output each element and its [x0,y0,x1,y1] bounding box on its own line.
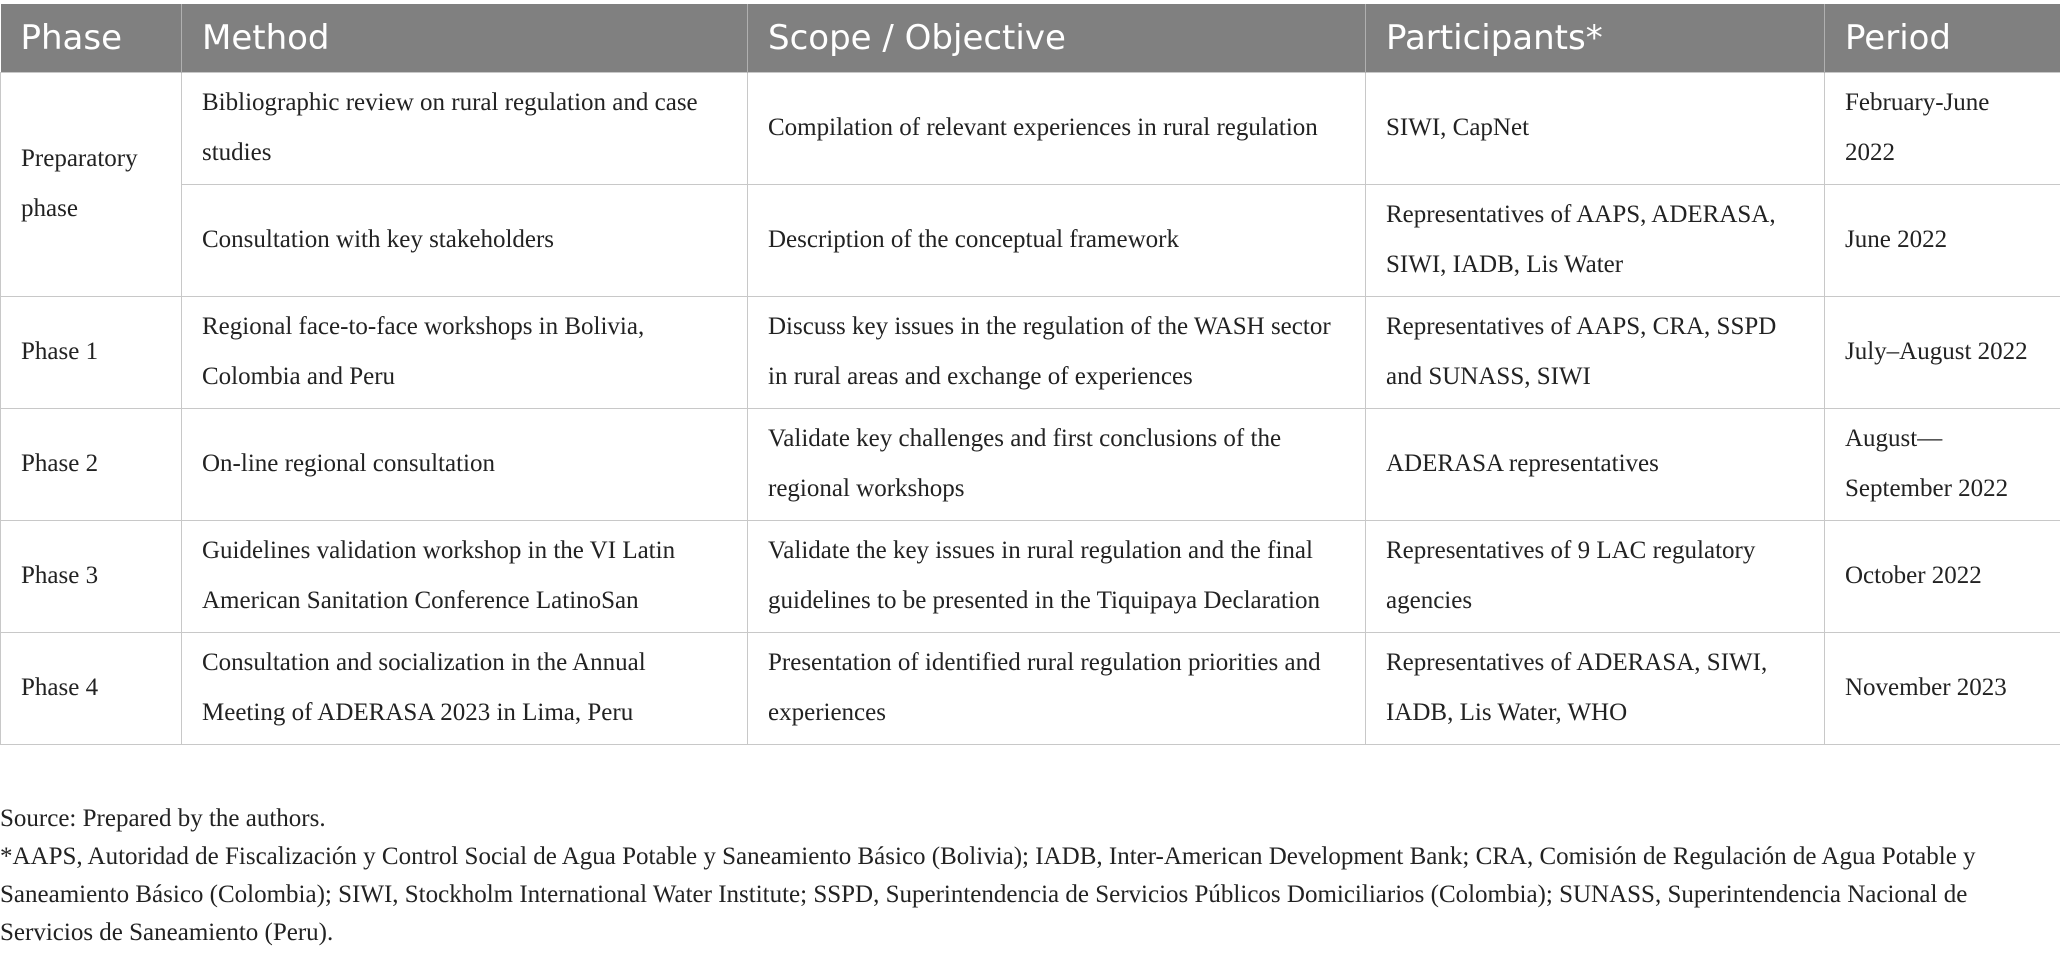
cell-participants: Representatives of ADERASA, SIWI, IADB, Lis Water, WHO [1366,633,1825,745]
table-row [1,521,2060,633]
cell-phase: Phase 1 [1,297,182,409]
cell-participants: Representatives of AAPS, CRA, SSPD and SUNASS, SIWI [1366,297,1825,409]
header-period: Period [1825,4,2060,73]
methodology-table-container [0,4,2060,745]
table-row [1,409,2060,521]
cell-scope: Validate the key issues in rural regulation and the final guidelines to be presented in the Tiquipaya Declaration [748,521,1366,633]
cell-phase: Phase 2 [1,409,182,521]
cell-method: Regional face-to-face workshops in Bolivia, Colombia and Peru [182,297,748,409]
cell-scope: Discuss key issues in the regulation of the WASH sector in rural areas and exchange of experiences [748,297,1366,409]
cell-method: Consultation and socialization in the Annual Meeting of ADERASA 2023 in Lima, Peru [182,633,748,745]
cell-phase: Phase 3 [1,521,182,633]
cell-phase: Phase 4 [1,633,182,745]
cell-period: February-June 2022 [1825,73,2060,185]
cell-period: June 2022 [1825,185,2060,297]
table-body [1,73,2060,745]
header-row [1,4,2060,73]
source-note: Source: Prepared by the authors. [0,805,326,832]
header-scope: Scope / Objective [748,4,1366,73]
header-phase: Phase [1,4,182,73]
cell-participants: Representatives of 9 LAC regulatory agencies [1366,521,1825,633]
cell-method: On-line regional consultation [182,409,748,521]
cell-phase: Preparatory phase [1,73,182,297]
cell-participants: SIWI, CapNet [1366,73,1825,185]
table-row [1,185,2060,297]
cell-scope: Compilation of relevant experiences in rural regulation [748,73,1366,185]
header-participants: Participants* [1366,4,1825,73]
table-footnotes [0,800,2060,952]
table-header [1,4,2060,73]
cell-period: October 2022 [1825,521,2060,633]
cell-period: November 2023 [1825,633,2060,745]
table-row [1,297,2060,409]
header-method: Method [182,4,748,73]
cell-method: Guidelines validation workshop in the VI Latin American Sanitation Conference LatinoSan [182,521,748,633]
cell-scope: Description of the conceptual framework [748,185,1366,297]
cell-period: August—September 2022 [1825,409,2060,521]
cell-period: July–August 2022 [1825,297,2060,409]
cell-method: Bibliographic review on rural regulation and case studies [182,73,748,185]
table-row [1,73,2060,185]
cell-participants: Representatives of AAPS, ADERASA, SIWI, IADB, Lis Water [1366,185,1825,297]
methodology-table [0,4,2060,745]
cell-participants: ADERASA representatives [1366,409,1825,521]
cell-scope: Validate key challenges and first conclusions of the regional workshops [748,409,1366,521]
cell-scope: Presentation of identified rural regulation priorities and experiences [748,633,1366,745]
cell-method: Consultation with key stakeholders [182,185,748,297]
abbreviations-note: *AAPS, Autoridad de Fiscalización y Control Social de Agua Potable y Saneamiento Básico (Bolivia); IADB, Inter-American Development Bank; CRA, Comisión de Regulación de Agua Potable y Saneamiento Básico (Colombia); SIWI, Stockholm International Water Institute; SSPD, Superintendencia de Servicios Públicos Domiciliarios (Colombia); SUNASS, Superintendencia Nacional de Servicios de Saneamiento (Peru). [0,843,1976,946]
table-row [1,633,2060,745]
